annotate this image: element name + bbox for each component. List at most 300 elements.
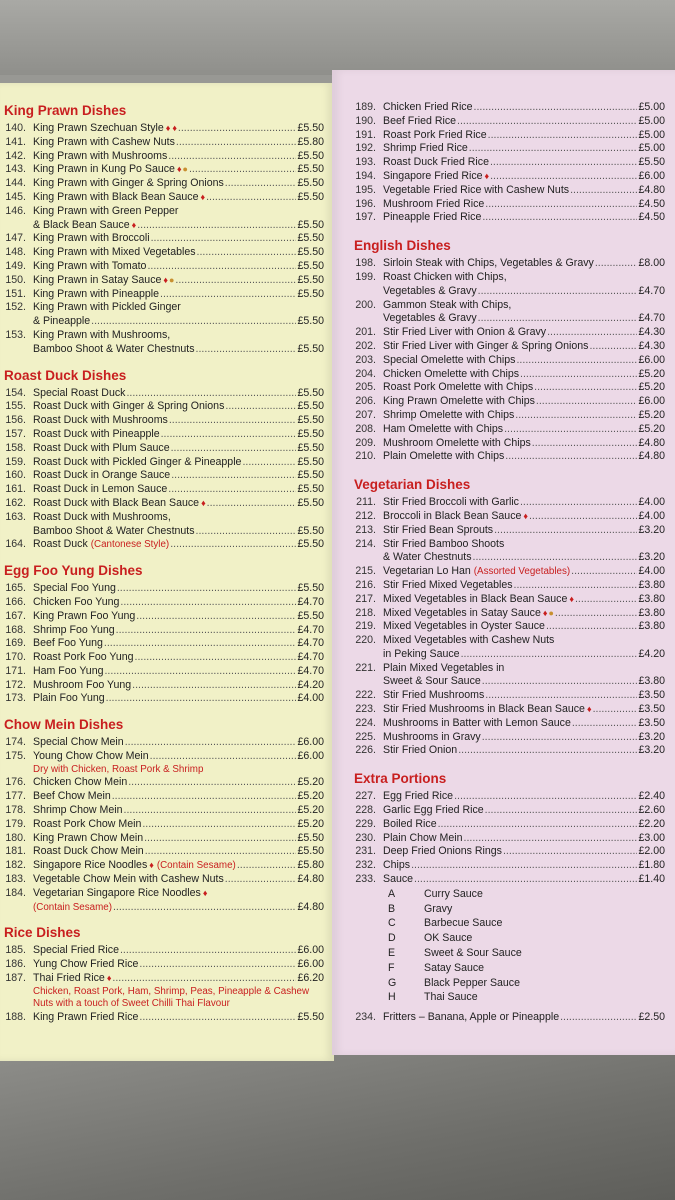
item-name: Beef Foo Yung [33, 637, 103, 650]
item-body [383, 326, 665, 340]
item-name: Chicken Omelette with Chips [383, 367, 520, 380]
item-body [33, 596, 324, 610]
item-line [33, 150, 324, 164]
item-number: 217. [355, 592, 376, 605]
item-price: £3.20 [638, 744, 665, 757]
menu-item [354, 409, 665, 423]
item-line [33, 845, 324, 859]
item-body [33, 582, 324, 596]
menu-item [354, 326, 665, 340]
item-name: Stir Fried Bean Sprouts [383, 523, 494, 536]
leader-dots [135, 651, 297, 665]
leader-dots [168, 150, 296, 164]
item-price: £4.70 [297, 637, 324, 650]
leader-dots [171, 442, 297, 456]
item-number: 206. [355, 395, 376, 408]
item-name: Roast Duck in Orange Sauce [33, 469, 171, 482]
item-name: Roast Duck with Mushrooms, [33, 510, 171, 523]
item-name: Deep Fried Onions Rings [383, 845, 502, 858]
sauce-name: Thai Sauce [424, 991, 478, 1004]
item-name: King Prawn with Mushrooms, [33, 328, 171, 341]
leader-dots [161, 428, 297, 442]
menu-item [4, 150, 324, 164]
item-line [383, 648, 665, 662]
leader-dots [160, 288, 296, 302]
leader-dots [414, 873, 637, 887]
item-line [33, 692, 324, 706]
leader-dots [461, 648, 638, 662]
leader-dots [207, 497, 297, 511]
leader-dots [145, 845, 297, 859]
item-name: Roast Duck with Pineapple [33, 427, 160, 440]
item-line [383, 524, 665, 538]
menu-item [4, 288, 324, 302]
menu-item [4, 1011, 324, 1025]
leader-dots [515, 409, 637, 423]
item-number: 152. [5, 301, 26, 314]
item-line [33, 483, 324, 497]
sauce-option [388, 916, 665, 931]
item-price: £5.50 [297, 582, 324, 595]
sauce-letter: A [388, 887, 396, 900]
menu-section [354, 101, 665, 225]
leader-dots [454, 790, 637, 804]
item-line [383, 675, 665, 689]
menu-item [354, 859, 665, 873]
item-line [383, 873, 665, 887]
leader-dots [534, 381, 637, 395]
item-number: 220. [355, 634, 376, 647]
item-price: £5.50 [297, 496, 324, 509]
item-number: 171. [5, 664, 26, 677]
item-body [33, 260, 324, 274]
item-body [33, 624, 324, 638]
leader-dots [132, 679, 296, 693]
item-body [33, 511, 324, 539]
leader-dots [113, 901, 297, 915]
item-number: 175. [5, 750, 26, 763]
menu-item [4, 944, 324, 958]
item-name: Pineapple Fried Rice [383, 211, 482, 224]
item-price: £5.50 [297, 163, 324, 176]
item-name: King Prawn with Ginger & Spring Onions [33, 177, 224, 190]
item-number: 187. [5, 971, 26, 984]
item-name: Roast Duck with Mushrooms [33, 414, 168, 427]
item-body [383, 607, 665, 621]
menu-item [4, 497, 324, 511]
item-name: Young Chow Chow Mein [33, 750, 149, 763]
leader-dots [139, 1011, 296, 1025]
item-price: £4.80 [638, 183, 665, 196]
item-line [383, 790, 665, 804]
item-line [383, 198, 665, 212]
item-line [33, 972, 324, 986]
item-line [383, 142, 665, 156]
item-number: 233. [355, 873, 376, 886]
item-name: Vegetable Fried Rice with Cashew Nuts [383, 183, 570, 196]
sauce-name: Black Pepper Sauce [424, 976, 520, 989]
item-price: £5.50 [297, 1010, 324, 1023]
item-body [33, 414, 324, 428]
item-body [383, 257, 665, 271]
leader-dots [147, 260, 296, 274]
leader-dots [478, 312, 638, 326]
item-name: Roast Duck with Plum Sauce [33, 441, 170, 454]
item-name: Special Chow Mein [33, 736, 124, 749]
item-price: £5.50 [297, 273, 324, 286]
item-line [33, 136, 324, 150]
leader-dots [474, 101, 638, 115]
section-gap [4, 357, 324, 368]
item-price: £5.00 [638, 128, 665, 141]
item-body [383, 634, 665, 662]
item-name: King Prawn Szechuan Style [33, 122, 164, 134]
item-name: Roast Pork Chow Mein [33, 817, 142, 830]
menu-item [4, 442, 324, 456]
item-body [33, 301, 324, 329]
item-note: (Assorted Vegetables) [473, 566, 571, 578]
item-line [33, 288, 324, 302]
item-line [383, 832, 665, 846]
item-price: £5.50 [297, 400, 324, 413]
item-line [33, 497, 324, 511]
item-name: King Prawn with Tomato [33, 259, 147, 272]
item-body [383, 790, 665, 804]
leader-dots [117, 582, 297, 596]
item-body [383, 156, 665, 170]
menu-item [4, 859, 324, 873]
item-name: Shrimp Omelette with Chips [383, 408, 515, 421]
item-line [383, 156, 665, 170]
item-body [33, 944, 324, 958]
item-line [33, 538, 324, 552]
item-price: £5.80 [297, 135, 324, 148]
item-body [383, 271, 665, 299]
item-body [383, 538, 665, 566]
item-name: Vegetables & Gravy [383, 284, 477, 297]
item-name: King Prawn in Kung Po Sauce [33, 163, 175, 176]
leader-dots [171, 469, 296, 483]
item-body [33, 692, 324, 706]
menu-item [4, 887, 324, 915]
section-title: Chow Mein Dishes [4, 717, 124, 733]
menu-item [4, 191, 324, 205]
item-number: 211. [356, 496, 376, 509]
item-name: Mushroom Foo Yung [33, 678, 132, 691]
item-name: King Prawn with Green Pepper [33, 204, 179, 217]
item-line [33, 944, 324, 958]
item-price: £4.20 [297, 678, 324, 691]
leader-dots [136, 610, 296, 624]
item-body [383, 510, 665, 524]
menu-item [4, 177, 324, 191]
item-name: Shrimp Fried Rice [383, 142, 468, 155]
menu-item [4, 958, 324, 972]
item-price: £5.50 [297, 469, 324, 482]
item-line [33, 679, 324, 693]
leader-dots [485, 689, 637, 703]
item-body [33, 972, 324, 1011]
item-line [33, 191, 324, 205]
item-number: 151. [5, 287, 26, 300]
item-name: Mushrooms in Batter with Lemon Sauce [383, 716, 571, 729]
menu-item [354, 450, 665, 464]
item-body [33, 205, 324, 233]
item-name: Roast Pork Omelette with Chips [383, 381, 534, 394]
item-number: 168. [5, 623, 26, 636]
sauce-name: OK Sauce [424, 932, 473, 945]
item-line [33, 387, 324, 401]
item-line [383, 1011, 665, 1025]
item-price: £4.70 [297, 651, 324, 664]
item-body [33, 750, 324, 776]
item-line [33, 400, 324, 414]
item-body [33, 400, 324, 414]
item-body [383, 409, 665, 423]
item-body [383, 184, 665, 198]
leader-dots [547, 326, 637, 340]
item-number: 180. [5, 831, 26, 844]
menu-item [4, 122, 324, 136]
item-number: 202. [355, 339, 376, 352]
item-name: Chips [383, 859, 411, 872]
item-line [383, 689, 665, 703]
item-name: Roast Duck [33, 538, 88, 551]
menu-item [4, 972, 324, 1011]
item-number: 227. [355, 790, 376, 803]
item-number: 188. [5, 1010, 26, 1023]
menu-item [354, 524, 665, 538]
item-name: Plain Foo Yung [33, 692, 105, 705]
item-number: 154. [5, 386, 26, 399]
leader-dots [225, 400, 296, 414]
menu-item [354, 198, 665, 212]
chili-pepper-icon: ♦ [172, 123, 177, 133]
leader-dots [482, 731, 638, 745]
leader-dots [169, 414, 297, 428]
item-number: 140. [5, 122, 26, 134]
leader-dots [175, 274, 296, 288]
item-line [33, 163, 324, 177]
item-line [383, 818, 665, 832]
item-line [383, 538, 665, 552]
item-name: Ham Foo Yung [33, 664, 104, 677]
item-body [33, 163, 324, 177]
menu-item [4, 538, 324, 552]
menu-item [354, 184, 665, 198]
item-body [383, 496, 665, 510]
item-body [383, 170, 665, 184]
item-price: £4.80 [638, 450, 665, 463]
item-name: Stir Fried Liver with Ginger & Spring Onions [383, 339, 589, 352]
item-name: Singapore Fried Rice [383, 169, 483, 182]
leader-dots [116, 624, 297, 638]
item-number: 232. [355, 859, 376, 872]
item-name: Roast Duck with Pickled Ginger & Pineapple [33, 455, 242, 468]
item-price: £5.50 [297, 455, 324, 468]
item-number: 231. [355, 845, 376, 858]
menu-item [4, 387, 324, 401]
item-number: 197. [355, 211, 376, 224]
item-price: £5.50 [297, 524, 324, 537]
item-number: 163. [5, 510, 26, 523]
item-body [33, 288, 324, 302]
peanut-icon: ● [168, 274, 175, 285]
menu-item [4, 832, 324, 846]
item-number: 212. [355, 509, 376, 522]
leader-dots [178, 122, 297, 136]
leader-dots [482, 675, 638, 689]
menu-section [354, 477, 665, 758]
leader-dots [503, 845, 638, 859]
section-title: Extra Portions [354, 771, 447, 787]
item-body [383, 129, 665, 143]
menu-item [4, 329, 324, 357]
menu-item [354, 634, 665, 662]
item-line [383, 184, 665, 198]
item-price: £3.20 [638, 523, 665, 536]
item-line [383, 285, 665, 299]
item-line [383, 593, 665, 607]
item-price: £3.00 [638, 831, 665, 844]
item-price: £4.00 [638, 565, 665, 578]
item-body [383, 437, 665, 451]
leader-dots [516, 354, 637, 368]
leader-dots [589, 340, 637, 354]
item-price: £2.50 [638, 1011, 665, 1024]
sauce-option [388, 931, 665, 946]
sauce-letter: D [388, 932, 396, 945]
menu-item [354, 437, 665, 451]
item-line [383, 211, 665, 225]
item-name: Special Omelette with Chips [383, 353, 516, 366]
item-price: £4.30 [638, 339, 665, 352]
item-number: 178. [5, 803, 26, 816]
item-number: 144. [5, 177, 26, 190]
item-price: £5.50 [297, 122, 324, 134]
item-body [383, 717, 665, 731]
item-number: 189. [355, 101, 376, 113]
leader-dots [478, 285, 638, 299]
item-price: £4.50 [638, 211, 665, 224]
item-line [33, 177, 324, 191]
item-number: 194. [355, 169, 376, 182]
item-number: 158. [5, 441, 26, 454]
item-number: 157. [5, 427, 26, 440]
item-number: 162. [5, 496, 26, 509]
leader-dots [124, 804, 297, 818]
item-body [33, 483, 324, 497]
item-body [383, 703, 665, 717]
sauce-option [388, 902, 665, 917]
item-body [383, 593, 665, 607]
leader-dots [168, 483, 296, 497]
item-number: 160. [5, 469, 26, 482]
menu-item [354, 368, 665, 382]
item-line [33, 246, 324, 260]
menu-item [4, 818, 324, 832]
item-number: 166. [5, 595, 26, 608]
menu-item [354, 381, 665, 395]
section-gap [4, 552, 324, 563]
item-name: Mushroom Fried Rice [383, 197, 485, 210]
item-number: 230. [355, 831, 376, 844]
leader-dots [560, 1011, 637, 1025]
item-number: 198. [355, 257, 376, 270]
item-line [33, 232, 324, 246]
item-line [33, 776, 324, 790]
menu-item [4, 232, 324, 246]
menu-section [4, 717, 324, 914]
leader-dots [469, 142, 638, 156]
menu-item [4, 136, 324, 150]
leader-dots [505, 450, 637, 464]
leader-dots [142, 818, 296, 832]
item-line [383, 271, 665, 285]
leader-dots [112, 972, 296, 986]
menu-item [4, 205, 324, 233]
item-line [33, 665, 324, 679]
item-body [33, 665, 324, 679]
menu-item [354, 832, 665, 846]
menu-item [4, 469, 324, 483]
item-price: £5.50 [297, 190, 324, 203]
item-name: Sirloin Steak with Chips, Vegetables & Gravy [383, 257, 594, 270]
item-number: 142. [5, 149, 26, 162]
menu-item [4, 651, 324, 665]
item-number: 182. [5, 859, 26, 872]
item-price: £3.80 [638, 606, 665, 619]
item-body [33, 887, 324, 915]
item-number: 179. [5, 817, 26, 830]
item-number: 167. [5, 609, 26, 622]
leader-dots [546, 620, 638, 634]
leader-dots [150, 750, 297, 764]
item-number: 204. [355, 367, 376, 380]
item-line [383, 423, 665, 437]
leader-dots [151, 232, 297, 246]
item-line [383, 101, 665, 115]
item-body [33, 845, 324, 859]
item-price: £3.50 [638, 689, 665, 702]
item-number: 183. [5, 872, 26, 885]
item-body [383, 620, 665, 634]
item-note: (Cantonese Style) [90, 539, 170, 551]
item-name: Broccoli in Black Bean Sauce [383, 509, 522, 522]
leader-dots [170, 538, 296, 552]
item-price: £6.00 [638, 395, 665, 408]
sauce-name: Gravy [424, 902, 453, 915]
item-line [383, 703, 665, 717]
item-number: 192. [355, 142, 376, 155]
menu-item [4, 750, 324, 776]
item-price: £5.00 [638, 114, 665, 127]
item-description: Dry with Chicken, Roast Pork & Shrimp [33, 763, 204, 775]
menu-item [4, 736, 324, 750]
item-number: 209. [355, 436, 376, 449]
menu-page-right [332, 70, 675, 1055]
item-line [383, 731, 665, 745]
item-name: King Prawn in Satay Sauce [33, 273, 162, 286]
item-line [383, 804, 665, 818]
item-number: 196. [355, 197, 376, 210]
item-number: 225. [355, 730, 376, 743]
item-line [33, 859, 324, 873]
sauce-option [388, 990, 665, 1005]
item-price: £5.50 [297, 386, 324, 399]
item-description: Chicken, Roast Pork, Ham, Shrimp, Peas, Pineapple & Cashew Nuts with a touch of Sweet Chilli Thai Flavour [33, 985, 310, 1010]
item-name: Mushroom Omelette with Chips [383, 436, 531, 449]
